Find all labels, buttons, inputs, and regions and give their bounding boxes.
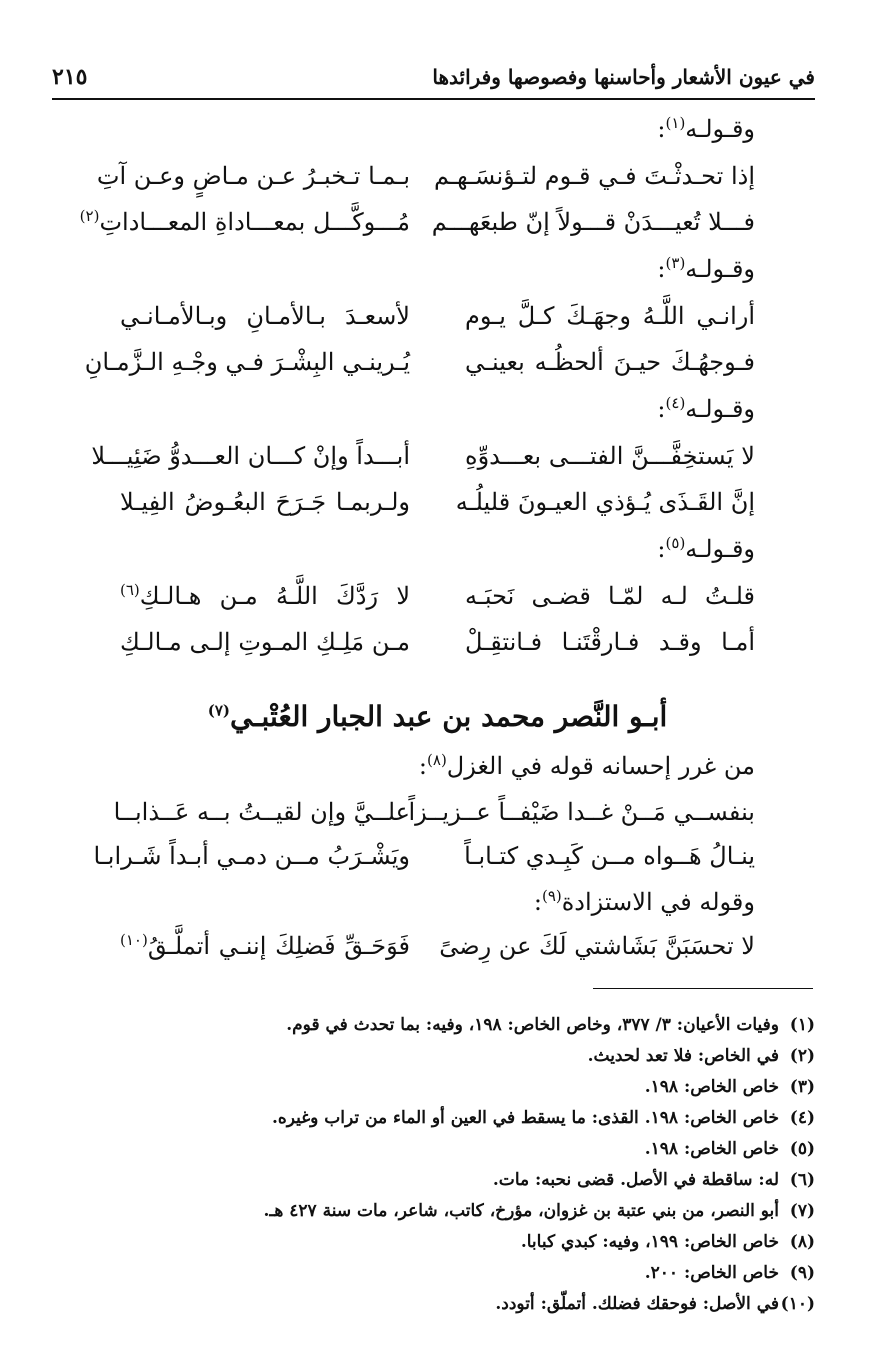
footnote-number: (٤)	[789, 1108, 815, 1128]
second-hemistich: ولـربمـا جَـرَحَ البعُـوضُ الفِيـلا	[120, 488, 410, 516]
running-header	[52, 60, 815, 94]
footnote	[60, 1165, 815, 1196]
footnote-text: خاص الخاص: ١٩٨.	[644, 1139, 779, 1159]
verse	[120, 582, 755, 622]
verse	[96, 162, 755, 202]
footnote-text: خاص الخاص: ١٩٩، وفيه: كبدي كبابا.	[520, 1232, 779, 1252]
first-hemistich: أمـا وقـد فـارقْتَنـا فـانتقِـلْ	[465, 628, 755, 656]
first-hemistich: لا يَستخِفَّـــنَّ الفتـــى بعـــدوِّهِ	[465, 442, 755, 470]
footnote-number: (١٠)	[780, 1294, 815, 1314]
footnote-text: في الخاص: فلا تعد لحديث.	[587, 1046, 779, 1066]
first-hemistich: أرانـي اللَّـهُ وجهَـكَ كـلَّ يـوم	[465, 302, 755, 330]
verse	[93, 842, 755, 882]
first-hemistich: إذا تحـدثْـتَ فـي قـوم لتـؤنسَـهـم	[433, 162, 755, 190]
footnote-number: (١)	[789, 1015, 815, 1035]
footnote	[60, 1041, 815, 1072]
intro-line: وقـولـه$^{(١)}$:	[657, 114, 755, 143]
footnote	[60, 1289, 815, 1320]
first-hemistich: إنَّ القَـذَى يُـؤذي العيـونَ قليلُـه	[455, 488, 755, 516]
verse	[120, 932, 755, 972]
second-hemistich: أبـــداً وإنْ كـــان العـــدوُّ ضَئِيـــلا	[91, 442, 410, 470]
footnote-text: وفيات الأعيان: ٣/ ٣٧٧، وخاص الخاص: ١٩٨، وفيه: بما تحدث في قوم.	[286, 1015, 779, 1035]
first-hemistich: قلـتُ لـه لمّـا قضـى نَحبَـه	[465, 582, 755, 610]
second-hemistich: فَوَحَـقِّ فَضلِكَ إننـي أتملَّـقُ$^{(١٠)}$	[120, 931, 410, 960]
footnote-text: خاص الخاص: ١٩٨.	[644, 1077, 779, 1097]
footnote-number: (٥)	[789, 1139, 815, 1159]
footnote-number: (٨)	[789, 1232, 815, 1252]
footnote-number: (٩)	[789, 1263, 815, 1283]
second-hemistich: علــيَّ وإن لقيــتُ بــه عَــذابــا	[113, 798, 410, 826]
footnote	[60, 1103, 815, 1134]
footnotes	[60, 1010, 815, 1320]
footnote-number: (٢)	[789, 1046, 815, 1066]
footnote-text: خاص الخاص: ١٩٨. القذى: ما يسقط في العين أو الماء من تراب وغيره.	[271, 1108, 779, 1128]
verse	[113, 798, 755, 838]
verse	[79, 207, 755, 248]
intro-line: من غرر إحسانه قوله في الغزل$^{(٨)}$:	[418, 751, 755, 780]
footnote-text: في الأصل: فوحقك فضلك. أتملّق: أتودد.	[495, 1294, 779, 1314]
verse	[91, 442, 755, 482]
first-hemistich: بنفســي مَــنْ غــدا ضَيْفــاً عــزيــزاً	[408, 798, 755, 826]
footnote	[60, 1258, 815, 1289]
intro-line: وقـولـه$^{(٥)}$:	[657, 534, 755, 563]
intro-line: وقـولـه$^{(٣)}$:	[657, 254, 755, 283]
second-hemistich: مُـــوكَّـــل بمعـــاداةِ المعـــاداتِ$^{(٢)}$	[79, 207, 410, 236]
first-hemistich: لا تحسَبَنَّ بَشَاشتي لَكَ عن رِضىً	[439, 932, 755, 960]
intro-line: وقوله في الاستزادة$^{(٩)}$:	[533, 887, 755, 916]
footnote-text: أبو النصر، من بني عتبة بن غزوان، مؤرخ، كاتب، شاعر، مات سنة ٤٢٧ هـ.	[263, 1201, 779, 1221]
section-heading: أبـو النَّصر محمد بن عبد الجبار العُتْبـي$^{(٧)}$	[207, 700, 668, 733]
footnote-text: له: ساقطة في الأصل. قضى نحبه: مات.	[492, 1170, 779, 1190]
footnote-text: خاص الخاص: ٢٠٠.	[644, 1263, 779, 1283]
second-hemistich: مـن مَلِـكِ المـوتِ إلـى مـالـكِ	[120, 628, 410, 656]
second-hemistich: لا رَدَّكَ اللَّـهُ مـن هـالـكِ$^{(٦)}$	[120, 581, 410, 610]
page-number: ٢١٥	[52, 64, 88, 90]
footnote	[60, 1072, 815, 1103]
footnote	[60, 1227, 815, 1258]
footnote-number: (٣)	[789, 1077, 815, 1097]
verse	[120, 488, 755, 528]
footnote-number: (٧)	[789, 1201, 815, 1221]
footnote	[60, 1010, 815, 1041]
running-title: في عيون الأشعار وأحاسنها وفصوصها وفرائدها	[432, 65, 815, 89]
second-hemistich: بـمـا تـخبـرُ عـن مـاضٍ وعـن آتِ	[96, 162, 410, 190]
footnote	[60, 1134, 815, 1165]
first-hemistich: ينـالُ هَــواه مــن كَبِـدي كتـابـاً	[464, 842, 755, 870]
footnote-number: (٦)	[789, 1170, 815, 1190]
first-hemistich: فـــلا تُعيـــدَنْ قـــولاً إنّ طبعَهـــم	[431, 208, 755, 236]
second-hemistich: ويَشْـرَبُ مــن دمـي أبـداً شَـرابـا	[93, 842, 410, 870]
footnote	[60, 1196, 815, 1227]
footnote-rule	[593, 988, 813, 989]
verse	[120, 302, 755, 342]
second-hemistich: لأسعـدَ بـالأمـانِ وبـالأمـانـي	[120, 302, 410, 330]
verse	[120, 628, 755, 668]
header-rule	[52, 98, 815, 100]
verse	[84, 348, 755, 388]
first-hemistich: فـوجهُـكَ حيـنَ ألحظُـه بعينـي	[465, 348, 755, 376]
second-hemistich: يُـرينـي البِشْـرَ فـي وجْـهِ الـزَّمـانِ	[84, 348, 410, 376]
intro-line: وقـولـه$^{(٤)}$:	[657, 394, 755, 423]
